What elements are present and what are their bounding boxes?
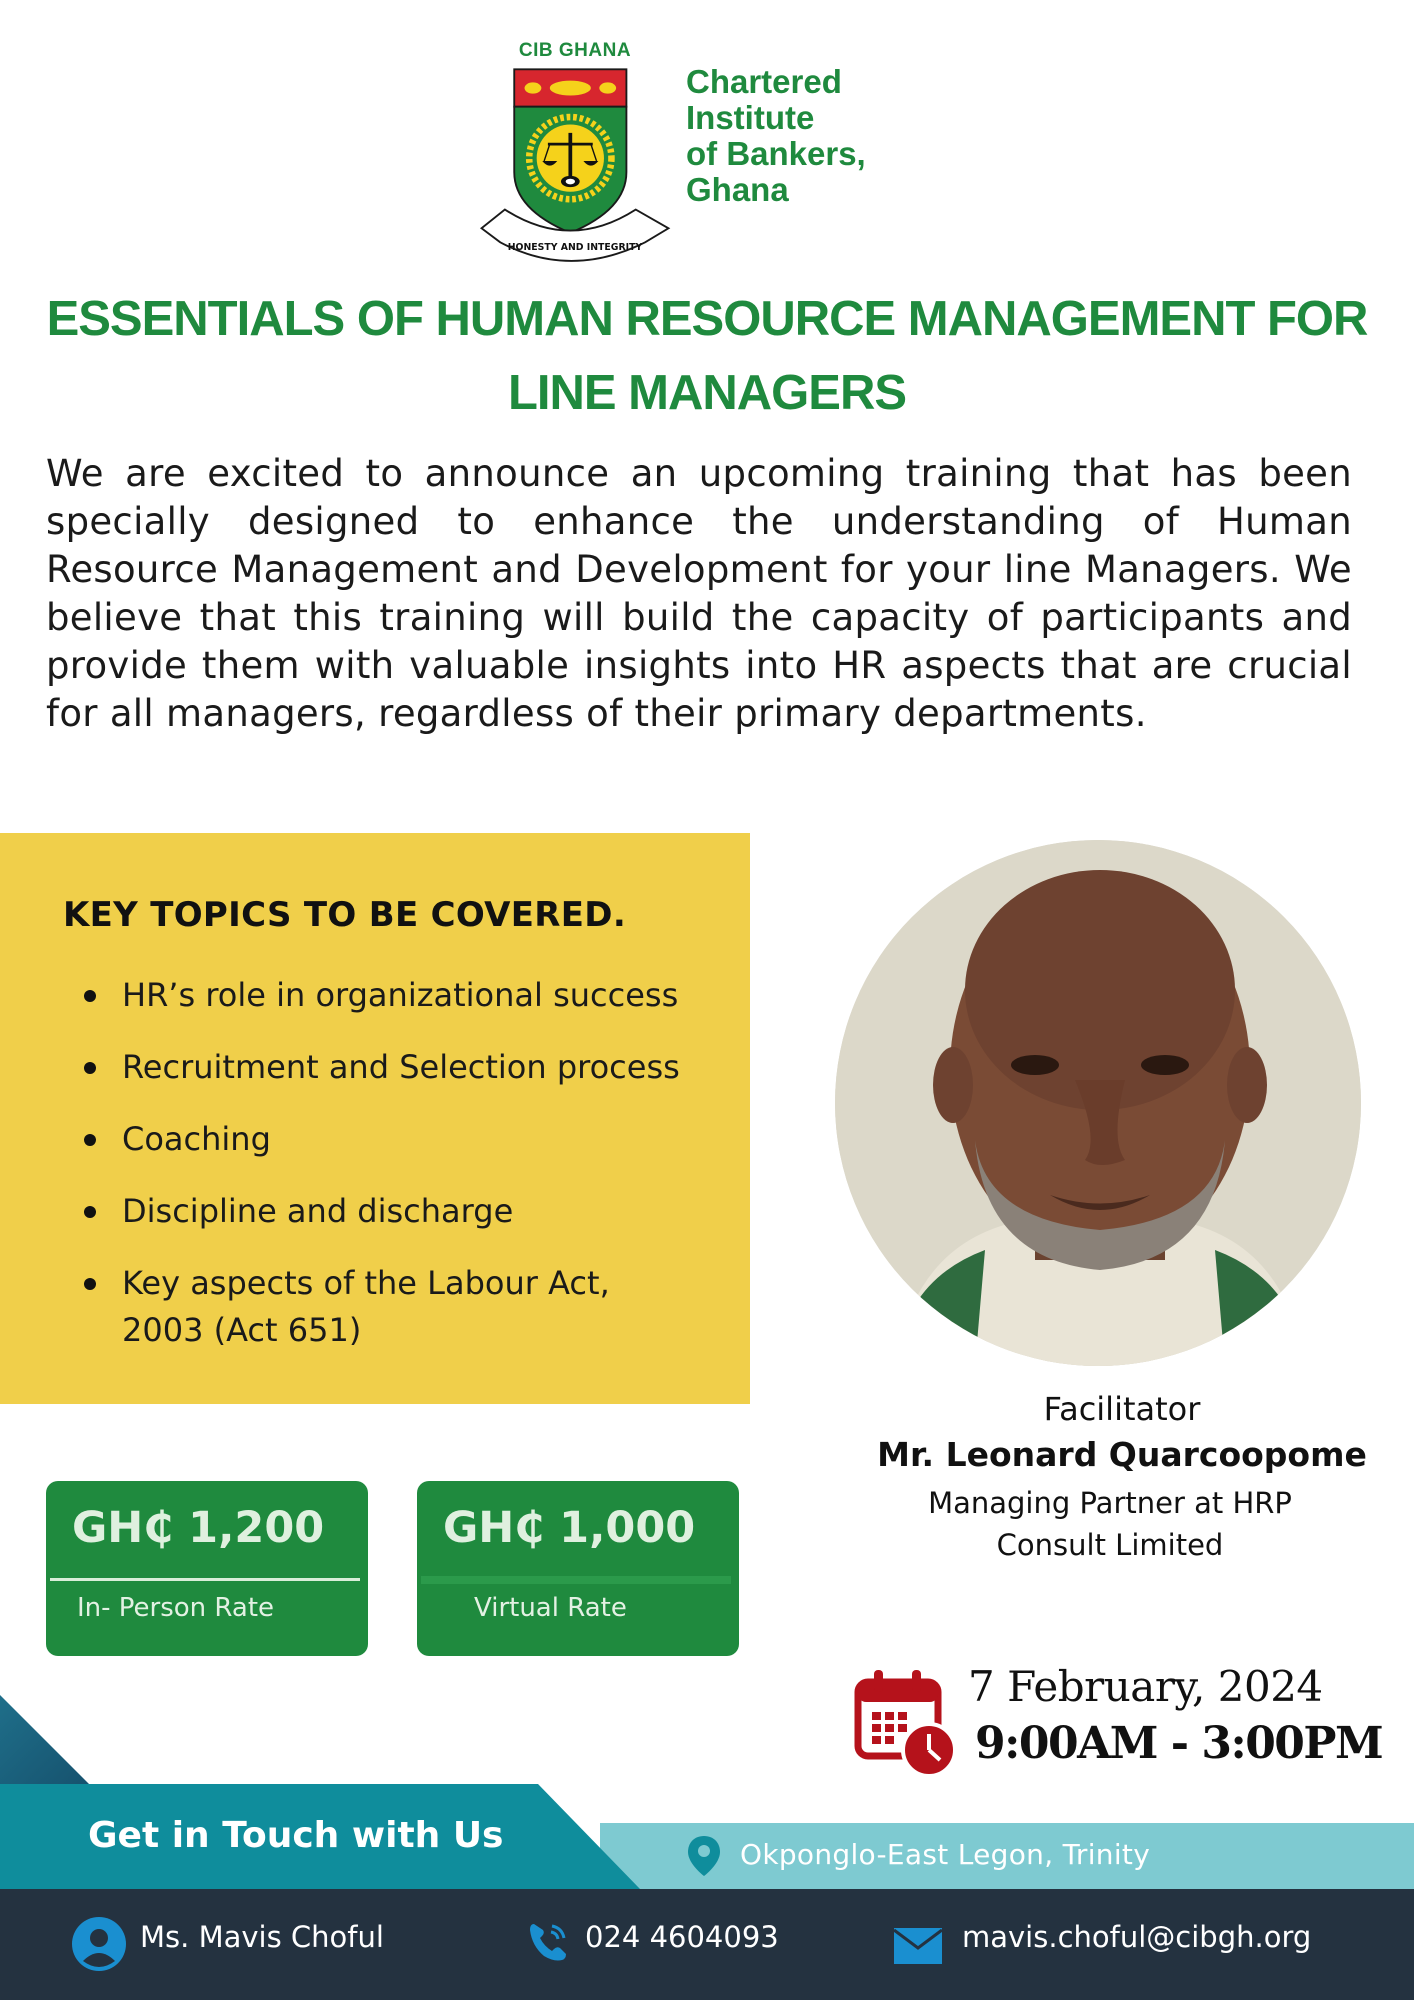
phone-icon[interactable]: [526, 1920, 570, 1964]
price-card-in-person: [46, 1481, 368, 1656]
event-date: 7 February, 2024: [968, 1662, 1323, 1711]
topic-text: HR’s role in organizational success: [122, 976, 679, 1014]
topic-text: Recruitment and Selection process: [122, 1048, 680, 1086]
list-item: [78, 1260, 662, 1354]
org-name-line: Chartered: [686, 63, 842, 100]
contact-email[interactable]: mavis.choful@cibgh.org: [962, 1920, 1312, 1954]
list-item: [78, 972, 728, 1019]
logo-motto: HONESTY AND INTEGRITY: [507, 241, 643, 253]
email-icon[interactable]: [893, 1926, 943, 1966]
bullet-icon: [84, 1278, 96, 1290]
bullet-icon: [84, 1134, 96, 1146]
list-item: [78, 1188, 728, 1235]
logo-caption: CIB GHANA: [518, 40, 632, 61]
price-label: Virtual Rate: [474, 1593, 627, 1623]
contact-person: Ms. Mavis Choful: [140, 1920, 384, 1954]
price-amount: GH₵ 1,200: [72, 1503, 325, 1553]
topic-text: Discipline and discharge: [122, 1192, 514, 1230]
person-icon: [72, 1917, 126, 1971]
org-name-line: Institute: [686, 99, 815, 136]
topics-list: [78, 972, 728, 1379]
intro-paragraph: We are excited to announce an upcoming training that has been specially designed to enhance the understanding of Human Resource Management and Development for your line Managers. We believe that this training will build the capacity of participants and provide them with valuable insights into HR aspects that are crucial for all managers, regardless of their primary departments.: [46, 452, 1352, 735]
portrait-illustration: [835, 840, 1361, 1366]
location-pin-icon: [686, 1834, 722, 1878]
cib-crest-logo: [470, 60, 680, 275]
price-amount: GH₵ 1,000: [443, 1503, 696, 1553]
price-card-virtual: [417, 1481, 739, 1656]
contact-heading: Get in Touch with Us: [88, 1815, 504, 1856]
facilitator-photo: [835, 840, 1361, 1366]
facilitator-title: Managing Partner at HRP Consult Limited: [928, 1486, 1292, 1562]
price-divider: [50, 1578, 360, 1581]
topic-text: Key aspects of the Labour Act, 2003 (Act 651): [122, 1264, 610, 1349]
facilitator-role: Facilitator: [1043, 1390, 1201, 1428]
org-name-line: of Bankers,: [686, 135, 866, 172]
calendar-clock-icon: [854, 1668, 959, 1778]
event-location: Okponglo-East Legon, Trinity: [740, 1838, 1151, 1871]
facilitator-name: Mr. Leonard Quarcoopome: [877, 1435, 1367, 1474]
price-divider: [421, 1576, 731, 1584]
topics-heading: KEY TOPICS TO BE COVERED.: [63, 895, 627, 935]
contact-phone[interactable]: 024 4604093: [585, 1920, 779, 1954]
organization-name: [686, 64, 946, 208]
topic-text: Coaching: [122, 1120, 271, 1158]
list-item: [78, 1044, 728, 1091]
bullet-icon: [84, 1206, 96, 1218]
list-item: [78, 1116, 728, 1163]
bullet-icon: [84, 990, 96, 1002]
bullet-icon: [84, 1062, 96, 1074]
org-name-line: Ghana: [686, 171, 789, 208]
decorative-triangle: [0, 1695, 100, 1785]
price-label: In- Person Rate: [77, 1593, 275, 1623]
page-title: ESSENTIALS OF HUMAN RESOURCE MANAGEMENT FOR LINE MANAGERS: [46, 292, 1368, 420]
event-time: 9:00AM - 3:00PM: [975, 1718, 1383, 1769]
